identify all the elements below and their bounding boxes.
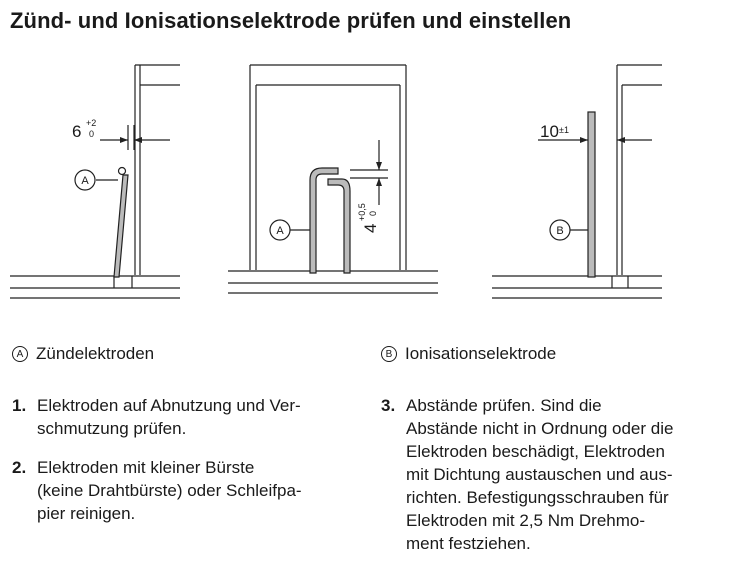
step-number: 1. (12, 396, 27, 415)
step-text-line: schmutzung prüfen. (37, 419, 187, 438)
figure-left (10, 55, 180, 305)
dim-left-tol-upper: +2 (86, 118, 97, 128)
step-text-line: Elektroden beschädigt, Elektroden (406, 442, 665, 461)
figure-middle (228, 55, 438, 305)
legend-a-marker: A (12, 346, 28, 362)
dim-right-value: 10 (540, 122, 559, 141)
step-2 (12, 456, 352, 525)
dim-left-tol-lower: 0 (89, 129, 95, 139)
step-text-line: mit Dichtung austauschen und aus- (406, 465, 673, 484)
dim-middle-tol-lower: 0 (368, 210, 378, 216)
steps-right (381, 394, 726, 571)
dim-middle-value: 4 (361, 223, 380, 233)
step-3 (381, 394, 726, 555)
step-text-line: ment festziehen. (406, 534, 531, 553)
figure-left-drawing (10, 55, 180, 305)
figure-middle-drawing (228, 55, 438, 305)
step-text-line: Elektroden mit 2,5 Nm Drehmo- (406, 511, 646, 530)
step-1 (12, 394, 352, 440)
page-title: Zünd- und Ionisationselektrode prüfen und einstellen (10, 8, 572, 33)
legend-b (381, 344, 556, 364)
step-number: 2. (12, 458, 27, 477)
legend-b-text: Ionisationselektrode (405, 344, 557, 363)
steps-left (12, 394, 352, 541)
step-text-line: Elektroden mit kleiner Bürste (37, 458, 255, 477)
step-text-line: pier reinigen. (37, 504, 136, 523)
legend-b-marker: B (381, 346, 397, 362)
label-a-left: A (81, 175, 89, 187)
figure-right-drawing (492, 55, 662, 305)
legend-a-text: Zündelektroden (36, 344, 155, 363)
step-number: 3. (381, 396, 396, 415)
figure-right (492, 55, 662, 305)
dim-middle-tol-upper: +0,5 (357, 203, 367, 221)
label-a-middle: A (276, 225, 284, 237)
step-text-line: (keine Drahtbürste) oder Schleifpa- (37, 481, 302, 500)
dim-left-value: 6 (72, 122, 82, 141)
step-text-line: richten. Befestigungsschrauben für (406, 488, 669, 507)
dim-right-tol: ±1 (559, 125, 569, 135)
step-text-line: Abstände nicht in Ordnung oder die (406, 419, 674, 438)
step-text-line: Abstände prüfen. Sind die (406, 396, 602, 415)
legend-a (12, 344, 154, 364)
label-b-right: B (556, 225, 564, 237)
step-text-line: Elektroden auf Abnutzung und Ver- (37, 396, 301, 415)
